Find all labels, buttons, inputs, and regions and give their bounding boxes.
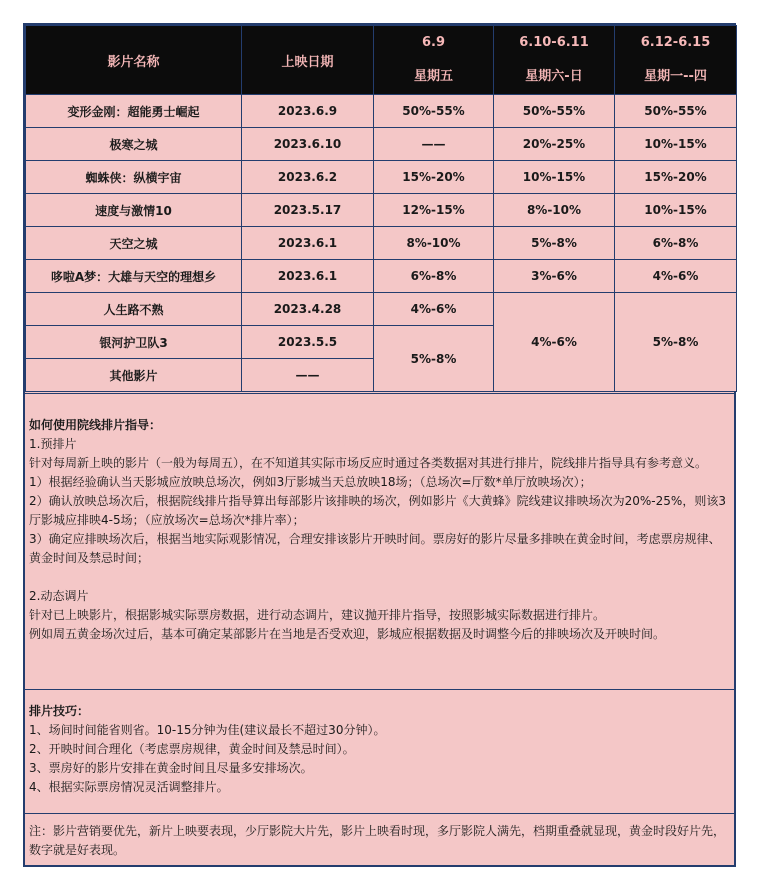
footer-note-text: 注：影片营销要优先，新片上映要表现，少厅影院大片先，影片上映看时现，多厅影院人满先，档期重叠就显现，黄金时段好片先，数字就是好表现。 bbox=[29, 824, 726, 857]
table-row bbox=[26, 194, 737, 227]
tips-title: 排片技巧： bbox=[29, 704, 90, 718]
film-name: 变形金刚：超能勇士崛起 bbox=[26, 95, 242, 128]
guide-section-1-title: 1.预排片 bbox=[29, 437, 77, 451]
rate-cell: 4%-6% bbox=[374, 293, 494, 326]
release-date: 2023.5.17 bbox=[242, 194, 374, 227]
header-col-1-date: 6.9 bbox=[421, 35, 446, 50]
header-col-3-date: 6.12-6.15 bbox=[640, 35, 711, 50]
release-date: 2023.6.9 bbox=[242, 95, 374, 128]
tips-item: 4、根据实际票房情况灵活调整排片。 bbox=[29, 780, 229, 794]
rate-cell: 50%-55% bbox=[374, 95, 494, 128]
film-name: 天空之城 bbox=[26, 227, 242, 260]
release-date: 2023.6.10 bbox=[242, 128, 374, 161]
film-name: 银河护卫队3 bbox=[26, 326, 242, 359]
guide-section-2-title: 2.动态调片 bbox=[29, 589, 89, 603]
header-col-1 bbox=[374, 26, 494, 95]
rate-cell: —— bbox=[374, 128, 494, 161]
rate-cell: 50%-55% bbox=[494, 95, 615, 128]
guide-section-1-intro: 针对每周新上映的影片（一般为每周五），在不知道其实际市场反应时通过各类数据对其进行排片，院线排片指导具有参考意义。 bbox=[29, 456, 708, 470]
release-date: 2023.6.1 bbox=[242, 227, 374, 260]
rate-cell: 12%-15% bbox=[374, 194, 494, 227]
header-film: 影片名称 bbox=[26, 26, 242, 95]
rate-cell: 20%-25% bbox=[494, 128, 615, 161]
table-row bbox=[26, 161, 737, 194]
film-name: 速度与激情10 bbox=[26, 194, 242, 227]
rate-cell: 10%-15% bbox=[494, 161, 615, 194]
release-date: 2023.6.2 bbox=[242, 161, 374, 194]
footer-note bbox=[25, 813, 736, 867]
rate-cell: 15%-20% bbox=[374, 161, 494, 194]
release-date: 2023.5.5 bbox=[242, 326, 374, 359]
rate-cell-merged: 5%-8% bbox=[374, 326, 494, 392]
release-date: 2023.4.28 bbox=[242, 293, 374, 326]
table-row bbox=[26, 260, 737, 293]
rate-cell: 8%-10% bbox=[374, 227, 494, 260]
guide-title: 如何使用院线排片指导： bbox=[29, 418, 162, 432]
table-row bbox=[26, 95, 737, 128]
tips-item: 3、票房好的影片安排在黄金时间且尽量多安排场次。 bbox=[29, 761, 313, 775]
release-date: —— bbox=[242, 359, 374, 392]
usage-guide-section bbox=[25, 393, 736, 689]
guide-section-2-intro: 针对已上映影片，根据影城实际票房数据，进行动态调片，建议抛开排片指导，按照影城实际数据进行排片。 bbox=[29, 608, 606, 622]
release-date: 2023.6.1 bbox=[242, 260, 374, 293]
film-name: 人生路不熟 bbox=[26, 293, 242, 326]
header-col-2-date: 6.10-6.11 bbox=[519, 35, 589, 50]
guide-step-3: 3）确定应排映场次后，根据当地实际观影情况，合理安排该影片开映时间。票房好的影片尽量多排映在黄金时间，考虑票房规律、黄金时间及禁忌时间； bbox=[29, 532, 721, 565]
film-name: 蜘蛛侠：纵横宇宙 bbox=[26, 161, 242, 194]
header-col-3 bbox=[615, 26, 737, 95]
rate-cell: 3%-6% bbox=[494, 260, 615, 293]
guide-step-2: 2）确认放映总场次后，根据院线排片指导算出每部影片该排映的场次，例如影片《大黄蜂》院线建议排映场次为20%-25%，则该3厅影城应排映4-5场；（应放场次=总场次*排片率）； bbox=[29, 494, 726, 527]
film-name: 极寒之城 bbox=[26, 128, 242, 161]
table-row bbox=[26, 128, 737, 161]
rate-cell: 4%-6% bbox=[615, 260, 737, 293]
rate-cell: 8%-10% bbox=[494, 194, 615, 227]
rate-cell: 15%-20% bbox=[615, 161, 737, 194]
tips-item: 2、开映时间合理化（考虑票房规律，黄金时间及禁忌时间）。 bbox=[29, 742, 355, 756]
header-row bbox=[26, 26, 737, 95]
table-row bbox=[26, 227, 737, 260]
schedule-guide-sheet bbox=[23, 23, 736, 867]
film-name: 其他影片 bbox=[26, 359, 242, 392]
rate-cell-merged: 5%-8% bbox=[615, 293, 737, 392]
rate-cell: 50%-55% bbox=[615, 95, 737, 128]
film-name: 哆啦A梦：大雄与天空的理想乡 bbox=[26, 260, 242, 293]
rate-cell: 10%-15% bbox=[615, 194, 737, 227]
guide-section-2-example: 例如周五黄金场次过后，基本可确定某部影片在当地是否受欢迎，影城应根据数据及时调整今后的排映场次及开映时间。 bbox=[29, 627, 666, 641]
scheduling-tips-section bbox=[25, 689, 736, 813]
tips-item: 1、场间时间能省则省。10-15分钟为佳(建议最长不超过30分钟）。 bbox=[29, 723, 386, 737]
header-col-1-day: 星期五 bbox=[413, 69, 453, 84]
header-release: 上映日期 bbox=[242, 26, 374, 95]
header-col-3-day: 星期一--四 bbox=[644, 69, 707, 84]
schedule-table bbox=[25, 25, 737, 392]
rate-cell-merged: 4%-6% bbox=[494, 293, 615, 392]
spacer bbox=[29, 568, 732, 587]
table-row bbox=[26, 293, 737, 326]
rate-cell: 6%-8% bbox=[615, 227, 737, 260]
rate-cell: 10%-15% bbox=[615, 128, 737, 161]
rate-cell: 6%-8% bbox=[374, 260, 494, 293]
header-col-2 bbox=[494, 26, 615, 95]
guide-step-1: 1）根据经验确认当天影城应放映总场次，例如3厅影城当天总放映18场；（总场次=厅数*单厅放映场次）； bbox=[29, 475, 592, 489]
header-col-2-day: 星期六-日 bbox=[525, 69, 583, 84]
rate-cell: 5%-8% bbox=[494, 227, 615, 260]
